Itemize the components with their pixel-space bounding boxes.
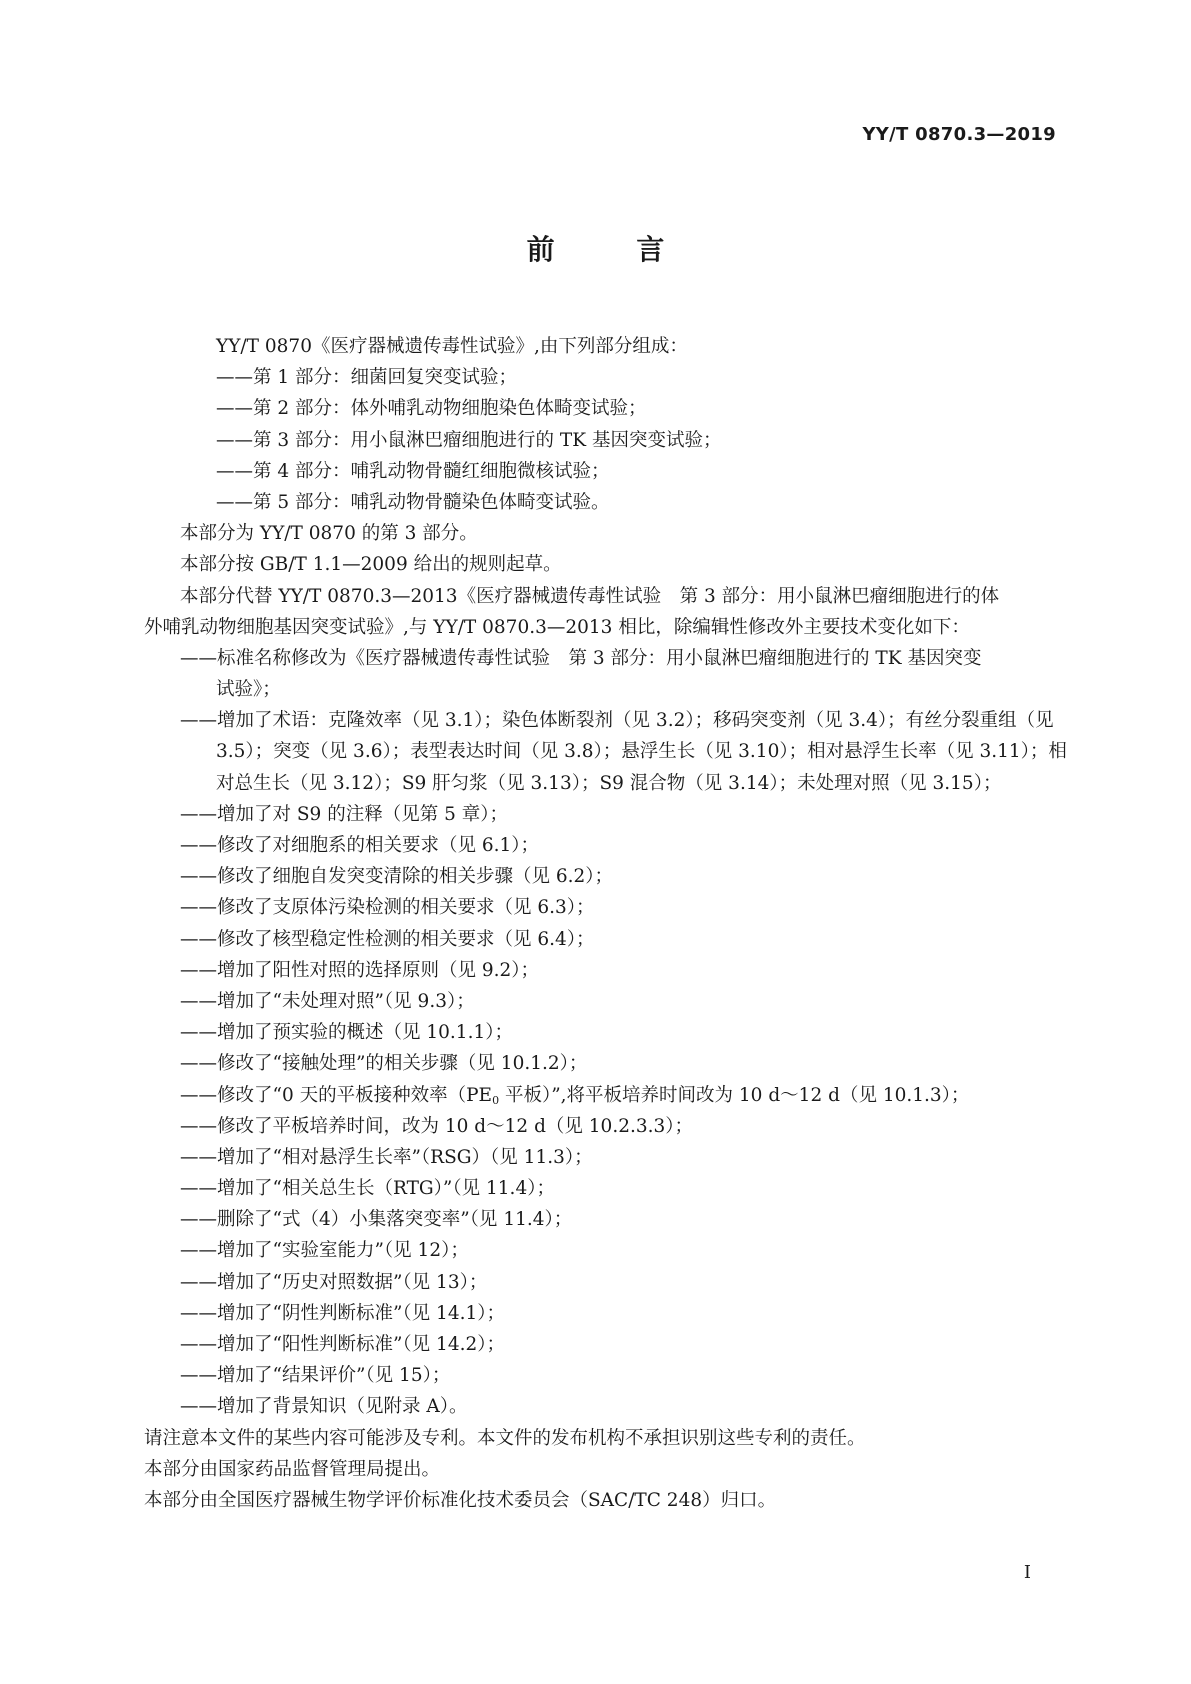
page-title: 前 言 bbox=[526, 233, 701, 266]
change-item: ——增加了背景知识（见附录 A）。 bbox=[180, 1396, 468, 1418]
change-item bbox=[180, 1080, 1060, 1111]
change-item: ——删除了“式（4）小集落突变率”（见 11.4）； bbox=[180, 1209, 573, 1231]
part-list-item: ——第 4 部分：哺乳动物骨髓红细胞微核试验； bbox=[216, 460, 610, 482]
change-item: ——增加了“未处理对照”（见 9.3）； bbox=[180, 990, 475, 1012]
part-list-item: ——第 5 部分：哺乳动物骨髓染色体畸变试验。 bbox=[216, 491, 610, 513]
change-item-continuation: 试验》； bbox=[216, 679, 281, 701]
change-item: ——增加了“阴性判断标准”（见 14.1）； bbox=[180, 1302, 505, 1324]
change-item-continuation: 3.5）；突变（见 3.6）；表型表达时间（见 3.8）；悬浮生长（见 3.10）；相对悬浮生长率（见 3.11）；相 bbox=[216, 741, 1067, 763]
part-list-item: ——第 2 部分：体外哺乳动物细胞染色体畸变试验； bbox=[216, 398, 647, 420]
change-item: ——增加了“阳性判断标准”（见 14.2）； bbox=[180, 1334, 505, 1355]
change-item: ——修改了“接触处理”的相关步骤（见 10.1.2）； bbox=[180, 1053, 588, 1075]
change-item: ——修改了支原体污染检测的相关要求（见 6.3）； bbox=[180, 897, 595, 919]
change-item: ——增加了“相关总生长（RTG）”（见 11.4）； bbox=[180, 1178, 555, 1200]
change-item: ——修改了核型稳定性检测的相关要求（见 6.4）； bbox=[180, 928, 595, 950]
patent-note-paragraph: 请注意本文件的某些内容可能涉及专利。本文件的发布机构不承担识别这些专利的责任。 bbox=[144, 1427, 866, 1449]
subscript: 0 bbox=[492, 1093, 500, 1107]
change-item: ——增加了“相对悬浮生长率”（RSG）（见 11.3）； bbox=[180, 1146, 593, 1168]
foreword-body bbox=[144, 331, 1067, 1516]
change-item: ——修改了平板培养时间，改为 10 d～12 d（见 10.2.3.3）； bbox=[180, 1115, 694, 1137]
change-item: ——标准名称修改为《医疗器械遗传毒性试验 第 3 部分：用小鼠淋巴瘤细胞进行的 TK 基因突变 bbox=[180, 647, 982, 669]
page-number: I bbox=[1023, 1562, 1031, 1583]
change-item: ——增加了“历史对照数据”（见 13）； bbox=[180, 1271, 488, 1293]
standard-number: YY/T 0870.3—2019 bbox=[862, 124, 1056, 145]
change-item: ——修改了细胞自发突变清除的相关步骤（见 6.2）； bbox=[180, 866, 614, 888]
change-item-continuation: 对总生长（见 3.12）；S9 肝匀浆（见 3.13）；S9 混合物（见 3.14）；未处理对照（见 3.15）； bbox=[216, 772, 1002, 794]
drafting-rule-paragraph: 本部分按 GB/T 1.1—2009 给出的规则起草。 bbox=[180, 554, 562, 576]
intro-paragraph: YY/T 0870《医疗器械遗传毒性试验》,由下列部分组成： bbox=[216, 336, 688, 357]
change-item: ——增加了术语：克隆效率（见 3.1）；染色体断裂剂（见 3.2）；移码突变剂（见 3.4）；有丝分裂重组（见 bbox=[180, 710, 1054, 732]
change-item-text: 平板）”,将平板培养时间改为 10 d～12 d（见 10.1.3）； bbox=[499, 1084, 970, 1106]
change-item: ——增加了阳性对照的选择原则（见 9.2）； bbox=[180, 959, 540, 981]
part-of-paragraph: 本部分为 YY/T 0870 的第 3 部分。 bbox=[180, 523, 478, 545]
change-item-text: ——修改了“0 天的平板接种效率（PE bbox=[180, 1084, 493, 1106]
change-item: ——增加了对 S9 的注释（见第 5 章）； bbox=[180, 803, 508, 825]
change-item: ——修改了对细胞系的相关要求（见 6.1）； bbox=[180, 835, 540, 856]
change-item: ——增加了“实验室能力”（见 12）； bbox=[180, 1240, 469, 1262]
replaces-paragraph-line: 外哺乳动物细胞基因突变试验》,与 YY/T 0870.3—2013 相比，除编辑性修改外主要技术变化如下： bbox=[144, 616, 970, 638]
proposed-by-paragraph: 本部分由国家药品监督管理局提出。 bbox=[144, 1458, 441, 1480]
replaces-paragraph-line: 本部分代替 YY/T 0870.3—2013《医疗器械遗传毒性试验 第 3 部分：用小鼠淋巴瘤细胞进行的体 bbox=[180, 585, 1000, 607]
change-item: ——增加了预实验的概述（见 10.1.1）； bbox=[180, 1022, 513, 1044]
change-item: ——增加了“结果评价”（见 15）； bbox=[180, 1365, 451, 1387]
part-list-item: ——第 1 部分：细菌回复突变试验； bbox=[216, 367, 518, 389]
centralized-by-paragraph: 本部分由全国医疗器械生物学评价标准化技术委员会（SAC/TC 248）归口。 bbox=[144, 1489, 777, 1511]
part-list-item: ——第 3 部分：用小鼠淋巴瘤细胞进行的 TK 基因突变试验； bbox=[216, 429, 722, 451]
